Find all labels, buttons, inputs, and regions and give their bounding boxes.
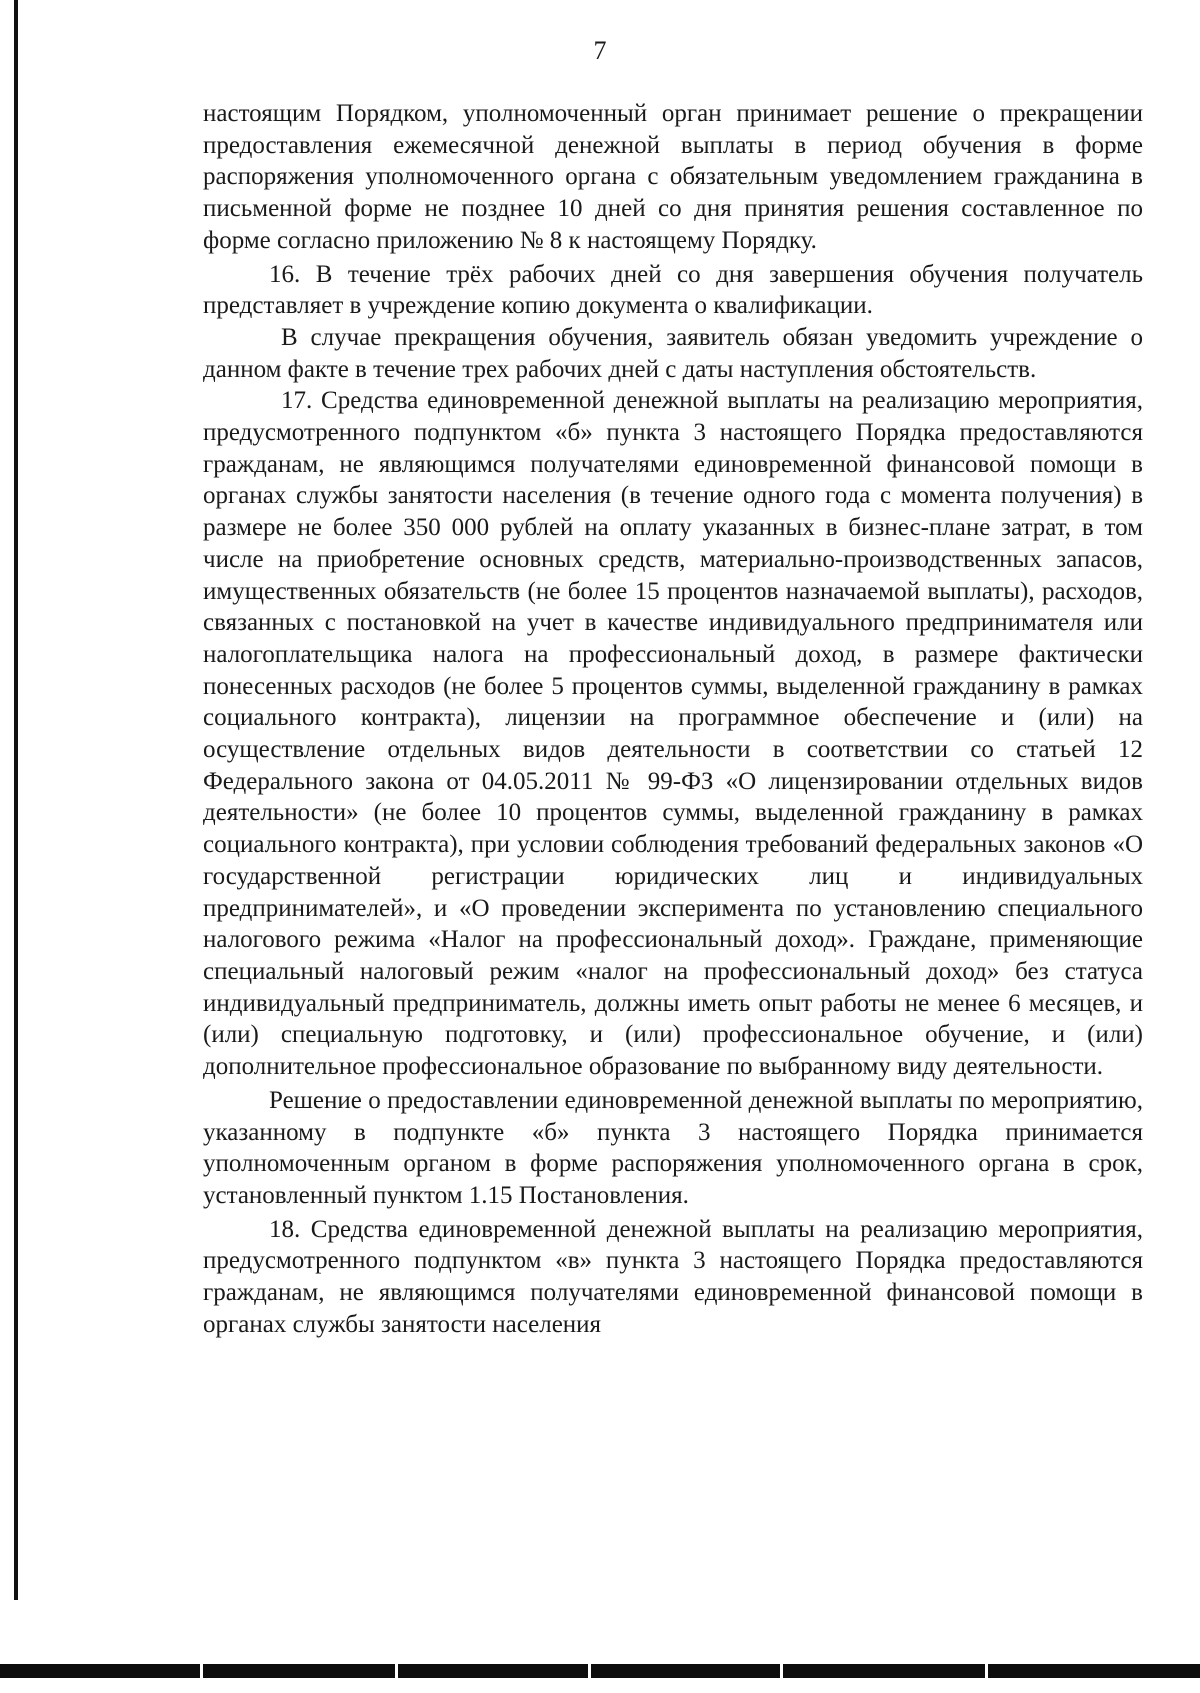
document-body: [203, 98, 1143, 1340]
paragraph-notification: В случае прекращения обучения, заявитель обязан уведомить учреждение о данном факте в течение трех рабочих дней с даты наступления обстоятельств.: [203, 323, 1143, 383]
paragraph-continuation: настоящим Порядком, уполномоченный орган принимает решение о прекращении предоставления ежемесячной денежной выплаты в период обучения в форме распоряжения уполномоченного органа с обязательным уведомлением гражданина в письменной форме не позднее 10 дней со дня принятия решения составленное по форме согласно приложению № 8 к настоящему Порядку.: [203, 100, 1143, 254]
paragraph-item-16: 16. В течение трёх рабочих дней со дня завершения обучения получатель представляет в учреждение копию документа о квалификации.: [203, 260, 1143, 320]
paragraph-item-18: 18. Средства единовременной денежной выплаты на реализацию мероприятия, предусмотренного подпунктом «в» пункта 3 настоящего Порядка предоставляются гражданам, не являющимся получателями единовременной финансовой помощи в органах службы занятости населения: [203, 1215, 1143, 1338]
scan-edge-left: [14, 0, 18, 1600]
page-number: 7: [593, 36, 607, 65]
paragraph-item-17: 17. Средства единовременной денежной выплаты на реализацию мероприятия, предусмотренного подпунктом «б» пункта 3 настоящего Порядка предоставляются гражданам, не являющимся получателями единовременной финансовой помощи в органах службы занятости населения (в течение одного года с момента получения) в размере не более 350 000 рублей на оплату указанных в бизнес-плане затрат, в том числе на приобретение основных средств, материально-производственных запасов, имущественных обязательств (не более 15 процентов назначаемой выплаты), расходов, связанных с постановкой на учет в качестве индивидуального предпринимателя или налогоплательщика налога на профессиональный доход, в размере фактически понесенных расходов (не более 5 процентов суммы, выделенной гражданину в рамках социального контракта), лицензии на программное обеспечение и (или) на осуществление отдельных видов деятельности в соответствии со статьей 12 Федерального закона от 04.05.2011 № 99-ФЗ «О лицензировании отдельных видов деятельности» (не более 10 процентов суммы, выделенной гражданину в рамках социального контракта), при условии соблюдения требований федеральных законов «О государственной регистрации юридических лиц и индивидуальных предпринимателей», и «О проведении эксперимента по установлению специального налогового режима «Налог на профессиональный доход». Граждане, применяющие специальный налоговый режим «налог на профессиональный доход» без статуса индивидуальный предприниматель, должны иметь опыт работы не менее 6 месяцев, и (или) специальную подготовку, и (или) профессиональное обучение, и (или) дополнительное профессиональное образование по выбранному виду деятельности.: [203, 387, 1143, 1081]
scan-footer-bar: [0, 1664, 1200, 1678]
paragraph-decision: Решение о предоставлении единовременной денежной выплаты по мероприятию, указанному в подпункте «б» пункта 3 настоящего Порядка принимается уполномоченным органом в форме распоряжения уполномоченного органа в срок, установленный пунктом 1.15 Постановления.: [203, 1086, 1143, 1209]
